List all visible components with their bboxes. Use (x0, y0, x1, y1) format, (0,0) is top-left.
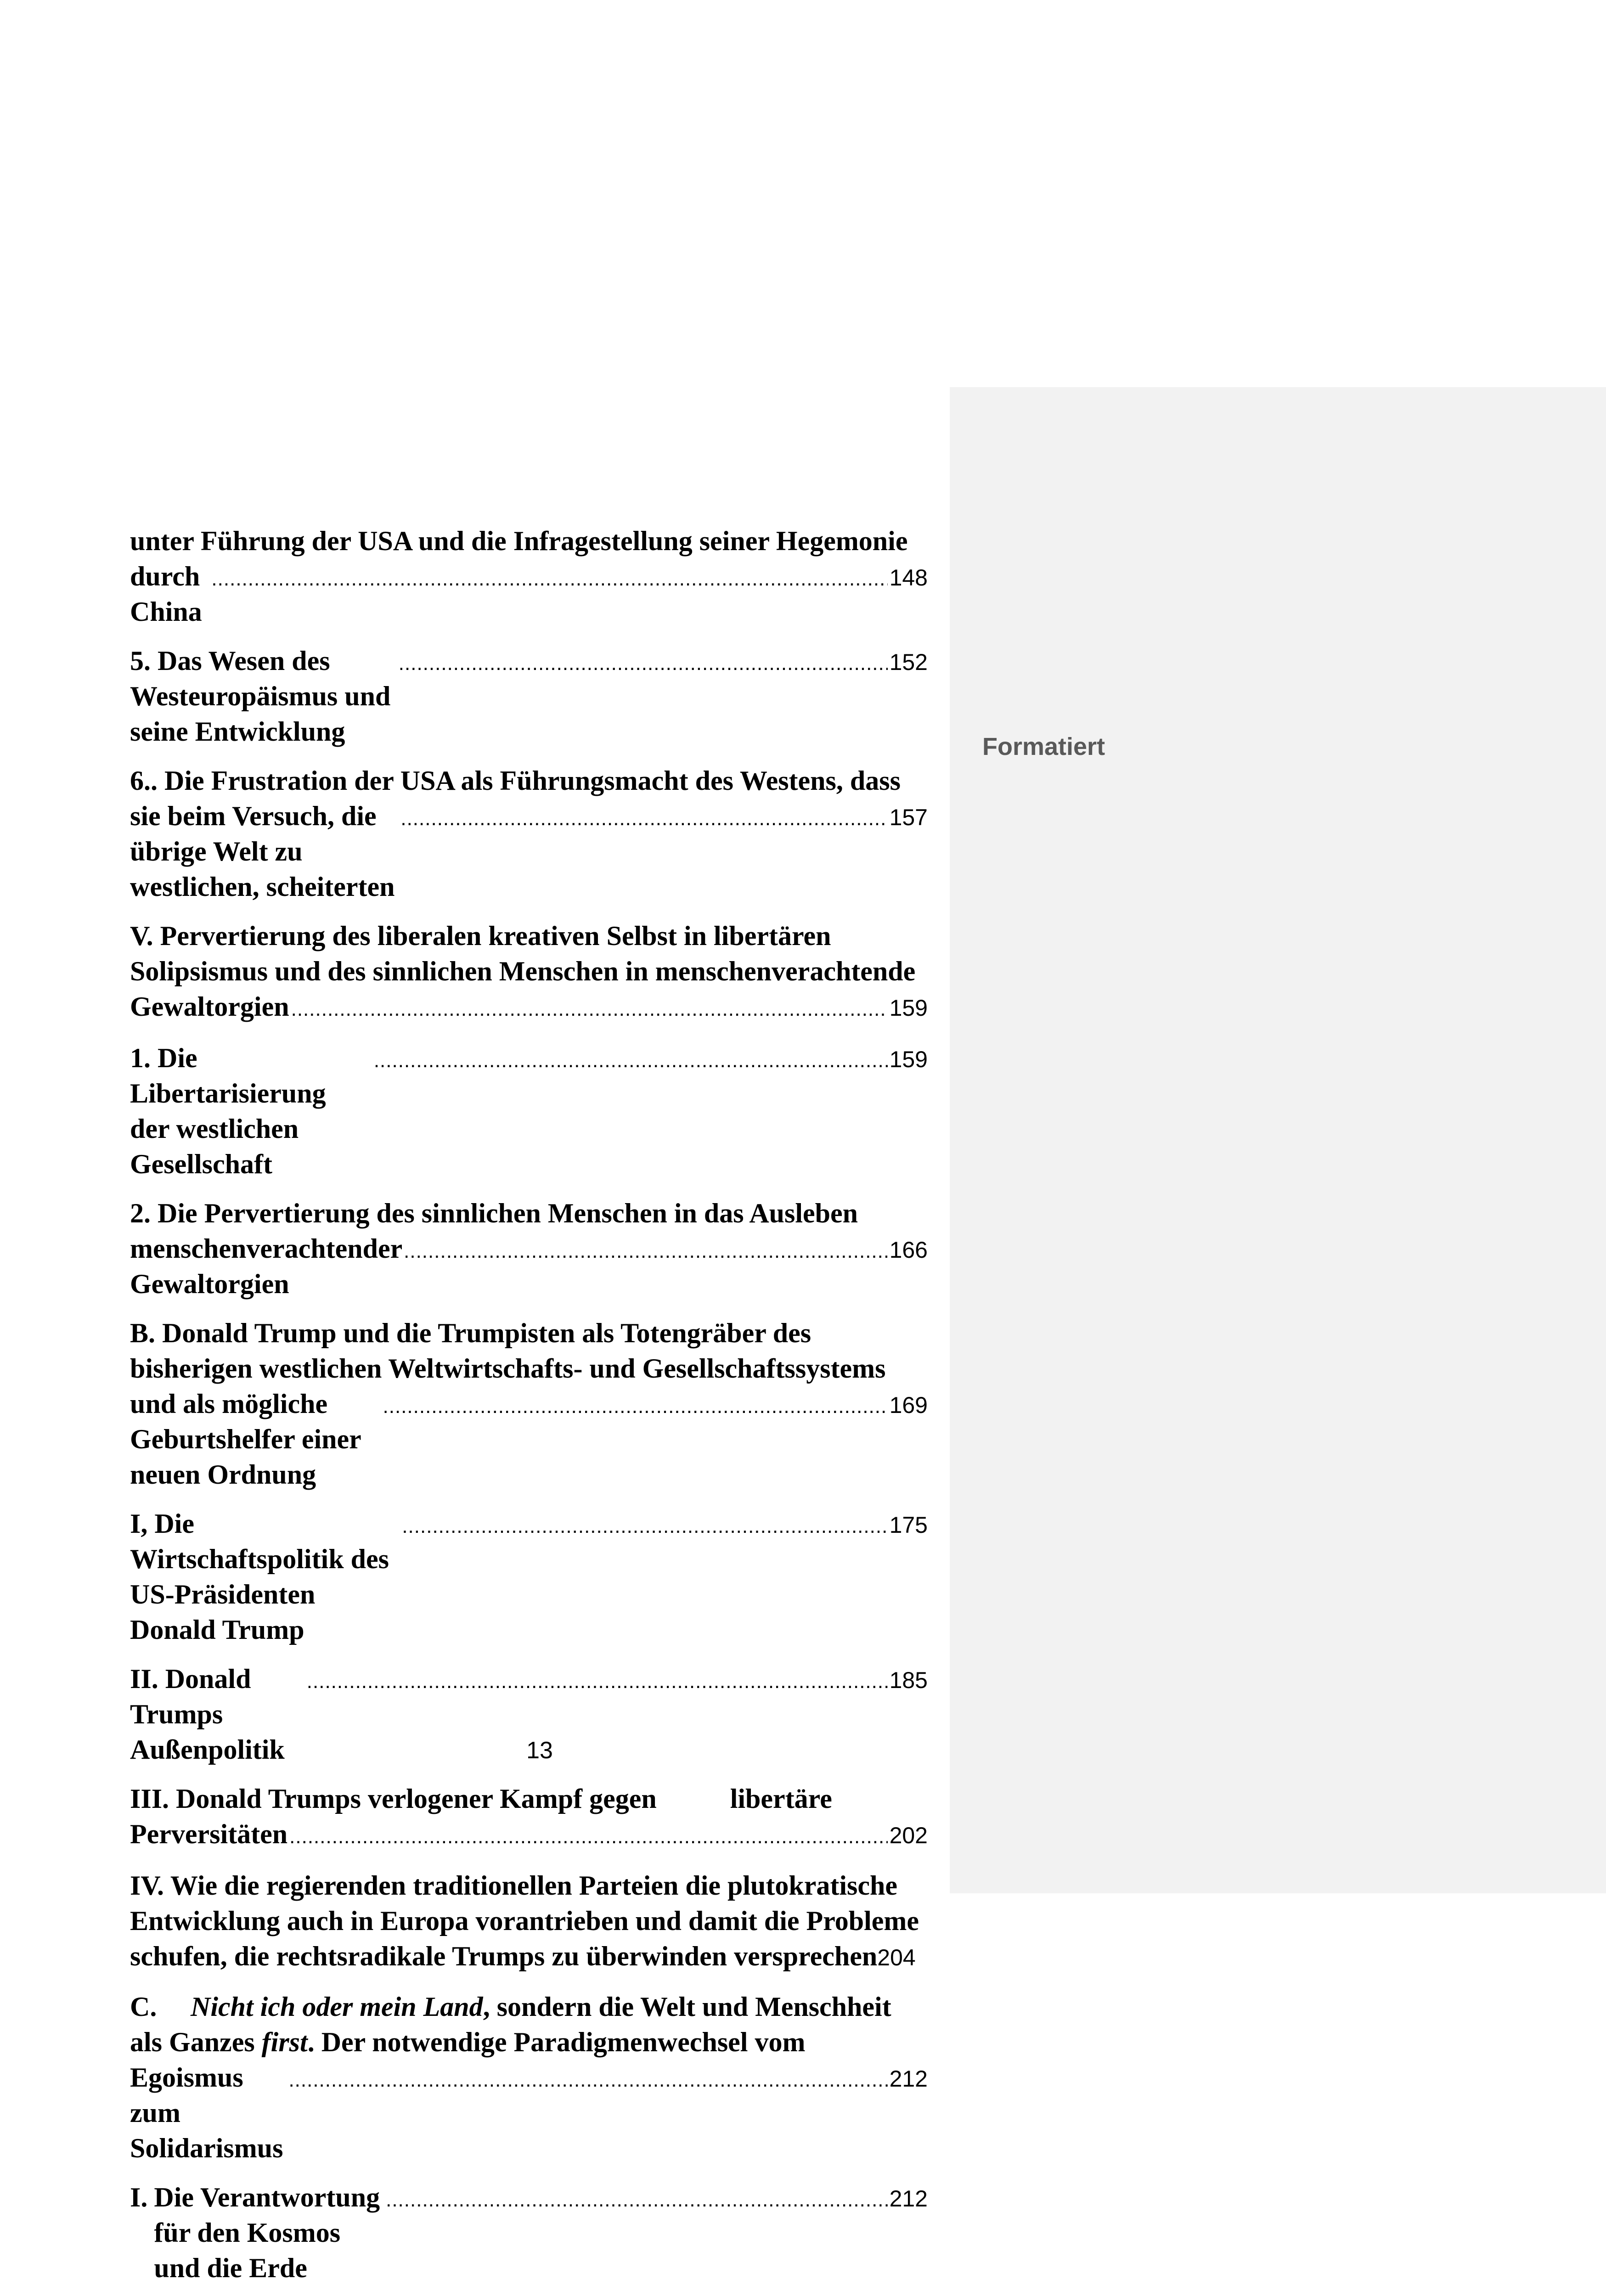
toc-entry-text: 5. Das Wesen des Westeuropäismus und seine Entwicklung (130, 646, 391, 747)
dot-leader (307, 1664, 888, 1699)
toc-entry-text-italic: Nicht ich oder mein Land (191, 1992, 483, 2022)
toc-entry[interactable] (130, 2180, 928, 2286)
toc-page-number: 202 (889, 1823, 928, 1848)
toc-entry-text: sie beim Versuch, die übrige Welt zu westlichen, scheiterten (130, 801, 395, 902)
dot-leader (386, 2182, 887, 2217)
toc-entry[interactable] (130, 1041, 928, 1182)
toc-entry-text: Solipsismus und des sinnlichen Menschen in menschenverachtende (130, 956, 916, 986)
dot-leader (289, 1819, 887, 1854)
toc-page-number: 152 (889, 649, 928, 675)
toc-page-number: 212 (889, 2066, 928, 2092)
toc-entry-text: V. Pervertierung des liberalen kreativen Selbst in libertären (130, 921, 831, 951)
toc-entry[interactable] (130, 1196, 928, 1302)
toc-entry-text: 6.. Die Frustration der USA als Führungsmacht des Westens, dass (130, 765, 901, 796)
toc-entry-text: III. Donald Trumps verlogener Kampf gegen (130, 1784, 657, 1814)
toc-entry[interactable] (130, 1868, 928, 1975)
dot-leader (400, 801, 887, 836)
toc-entry[interactable] (130, 643, 928, 749)
page-number: 13 (526, 1737, 553, 1764)
toc-entry-text: schufen, die rechtsradikale Trumps zu überwinden versprechen (130, 1941, 878, 1971)
toc-page-number: 169 (889, 1392, 928, 1418)
comment-pane-label: Formatiert (982, 733, 1105, 760)
toc-entry-text: bisherigen westlichen Weltwirtschafts- und Gesellschaftssystems (130, 1353, 886, 1384)
toc-entry-text: menschenverachtender Gewaltorgien (130, 1233, 402, 1299)
toc-page-number: 157 (889, 805, 928, 830)
dot-leader (291, 991, 888, 1027)
toc-entry[interactable] (130, 918, 928, 1027)
dot-leader (383, 1389, 888, 1424)
toc-page-number: 185 (889, 1667, 928, 1693)
toc-page-number: 166 (889, 1237, 928, 1263)
toc-page-number: 159 (889, 995, 928, 1021)
toc-entry-text: Entwicklung auch in Europa vorantrieben und damit die Probleme (130, 1906, 919, 1936)
toc-entry[interactable] (130, 1316, 928, 1492)
toc-entry-text: libertäre (730, 1784, 832, 1814)
dot-leader (399, 646, 888, 681)
toc-entry[interactable] (130, 523, 928, 630)
toc-entry-text: Perversitäten (130, 1819, 288, 1849)
toc-entry-text: B. Donald Trump und die Trumpisten als Totengräber des (130, 1318, 811, 1348)
toc-entry-text: IV. Wie die regierenden traditionellen Parteien die plutokratische (130, 1870, 898, 1901)
toc-page-number: 212 (889, 2186, 928, 2212)
toc-entry-text: 1. Die Libertarisierung der westlichen Gesellschaft (130, 1043, 326, 1179)
toc-section-label: I. (130, 2182, 148, 2212)
dot-leader (374, 1043, 888, 1078)
toc-entry-text: unter Führung der USA und die Infragestellung seiner Hegemonie (130, 526, 908, 556)
toc-section-label: C. (130, 1992, 157, 2022)
toc-entry[interactable] (130, 1781, 928, 1854)
toc-page-number: 204 (877, 1945, 916, 1970)
comment-pane (950, 387, 1606, 1893)
toc-entry-text-italic: first (261, 2027, 308, 2057)
toc-entry[interactable] (130, 763, 928, 905)
table-of-contents (130, 523, 928, 2296)
toc-entry-text: . Der notwendige Paradigmenwechsel vom (307, 2027, 806, 2057)
toc-entry[interactable] (130, 1506, 928, 1648)
toc-entry-text: und als mögliche Geburtshelfer einer neuen Ordnung (130, 1389, 361, 1490)
toc-entry-text: Egoismus zum Solidarismus (130, 2062, 283, 2163)
toc-page-number: 148 (889, 565, 928, 591)
toc-entry-text: Gewaltorgien (130, 991, 289, 1022)
toc-page-number: 175 (889, 1512, 928, 1538)
toc-entry-text: durch China (130, 561, 202, 627)
toc-entry-text: als Ganzes (130, 2027, 262, 2057)
toc-entry-text: I, Die Wirtschaftspolitik des US-Präsidenten Donald Trump (130, 1508, 389, 1645)
dot-leader (404, 1233, 887, 1269)
toc-entry[interactable] (130, 1989, 928, 2166)
dot-leader (402, 1508, 887, 1544)
toc-entry-text: II. Donald Trumps Außenpolitik (130, 1664, 285, 1765)
toc-entry-text: 2. Die Pervertierung des sinnlichen Menschen in das Ausleben (130, 1198, 858, 1228)
toc-page-number: 159 (889, 1047, 928, 1072)
toc-entry-text: Die Verantwortung für den Kosmos und die Erde (154, 2182, 380, 2283)
toc-entry-text: , sondern die Welt und Menschheit (483, 1992, 891, 2022)
dot-leader (288, 2062, 887, 2098)
dot-leader (211, 561, 887, 597)
